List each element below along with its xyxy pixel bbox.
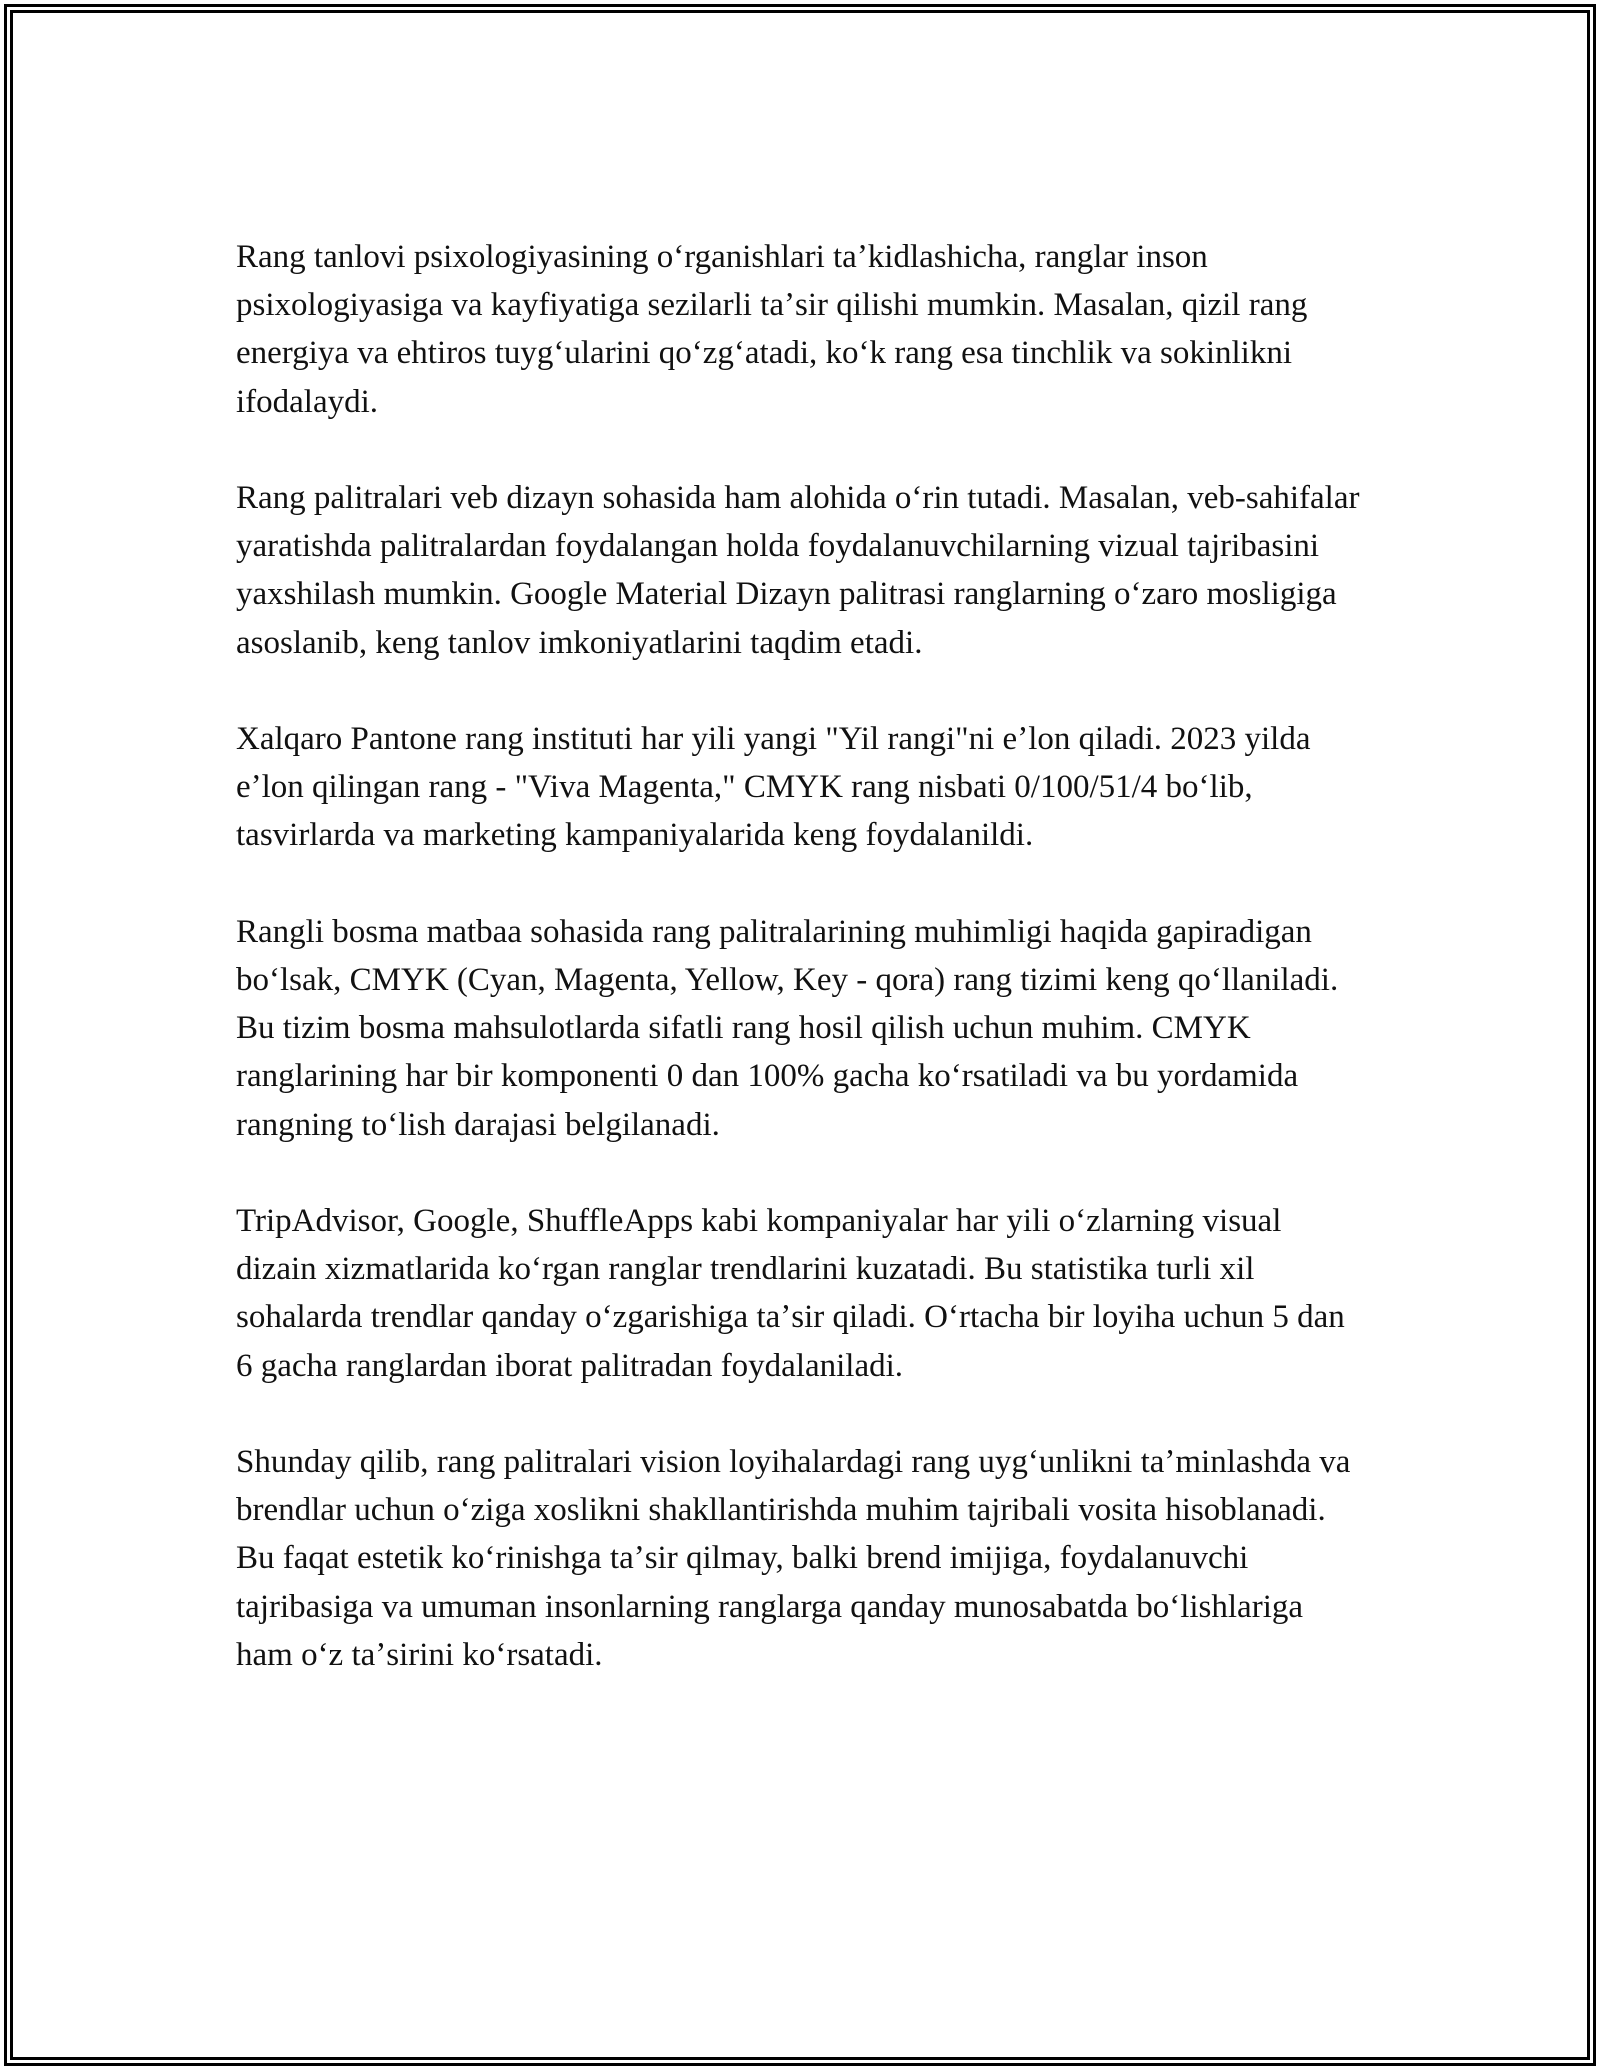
paragraph-pantone-color-of-year: Xalqaro Pantone rang instituti har yili yangi "Yil rangi"ni eʼlon qiladi. 2023 yilda eʼlon qilingan rang - "Viva Magenta," CMYK rang nisbati 0/100/51/4 boʻlib, tasvirlarda va marketing kampaniyalarida keng foydalanildi. <box>236 721 1311 854</box>
paragraph-color-trends: TripAdvisor, Google, ShuffleApps kabi kompaniyalar har yili oʻzlarning visual dizain xizmatlarida koʻrgan ranglar trendlarini kuzatadi. Bu statistika turli xil sohalarda trendlar qanday oʻzgarishiga taʼsir qiladi. Oʻrtacha bir loyiha uchun 5 dan 6 gacha ranglardan iborat palitradan foydalaniladi. <box>236 1203 1345 1384</box>
document-body <box>236 233 1366 1727</box>
paragraph-cmyk-printing: Rangli bosma matbaa sohasida rang palitralarining muhimligi haqida gapiradigan boʻlsak, CMYK (Cyan, Magenta, Yellow, Key - qora) rang tizimi keng qoʻllaniladi. Bu tizim bosma mahsulotlarda sifatli rang hosil qilish uchun muhim. CMYK ranglarining har bir komponenti 0 dan 100% gacha koʻrsatiladi va bu yordamida rangning toʻlish darajasi belgilanadi. <box>236 913 1339 1143</box>
paragraph-web-design-palettes: Rang palitralari veb dizayn sohasida ham alohida oʻrin tutadi. Masalan, veb-sahifalar yaratishda palitralardan foydalangan holda foydalanuvchilarning vizual tajribasini yaxshilash mumkin. Google Material Dizayn palitrasi ranglarning oʻzaro mosligiga asoslanib, keng tanlov imkoniyatlarini taqdim etadi. <box>236 480 1360 661</box>
paragraph-conclusion: Shunday qilib, rang palitralari vision loyihalardagi rang uygʻunlikni taʼminlashda va brendlar uchun oʻziga xoslikni shakllantirishda muhim tajribali vosita hisoblanadi. Bu faqat estetik koʻrinishga taʼsir qilmay, balki brend imijiga, foydalanuvchi tajribasiga va umuman insonlarning ranglarga qanday munosabatda boʻlishlariga ham oʻz taʼsirini koʻrsatadi. <box>236 1444 1351 1673</box>
paragraph-color-psychology: Rang tanlovi psixologiyasining oʻrganishlari taʼkidlashicha, ranglar inson psixologiyasiga va kayfiyatiga sezilarli taʼsir qilishi mumkin. Masalan, qizil rang energiya va ehtiros tuygʻularini qoʻzgʻatadi, koʻk rang esa tinchlik va sokinlikni ifodalaydi. <box>236 239 1308 420</box>
